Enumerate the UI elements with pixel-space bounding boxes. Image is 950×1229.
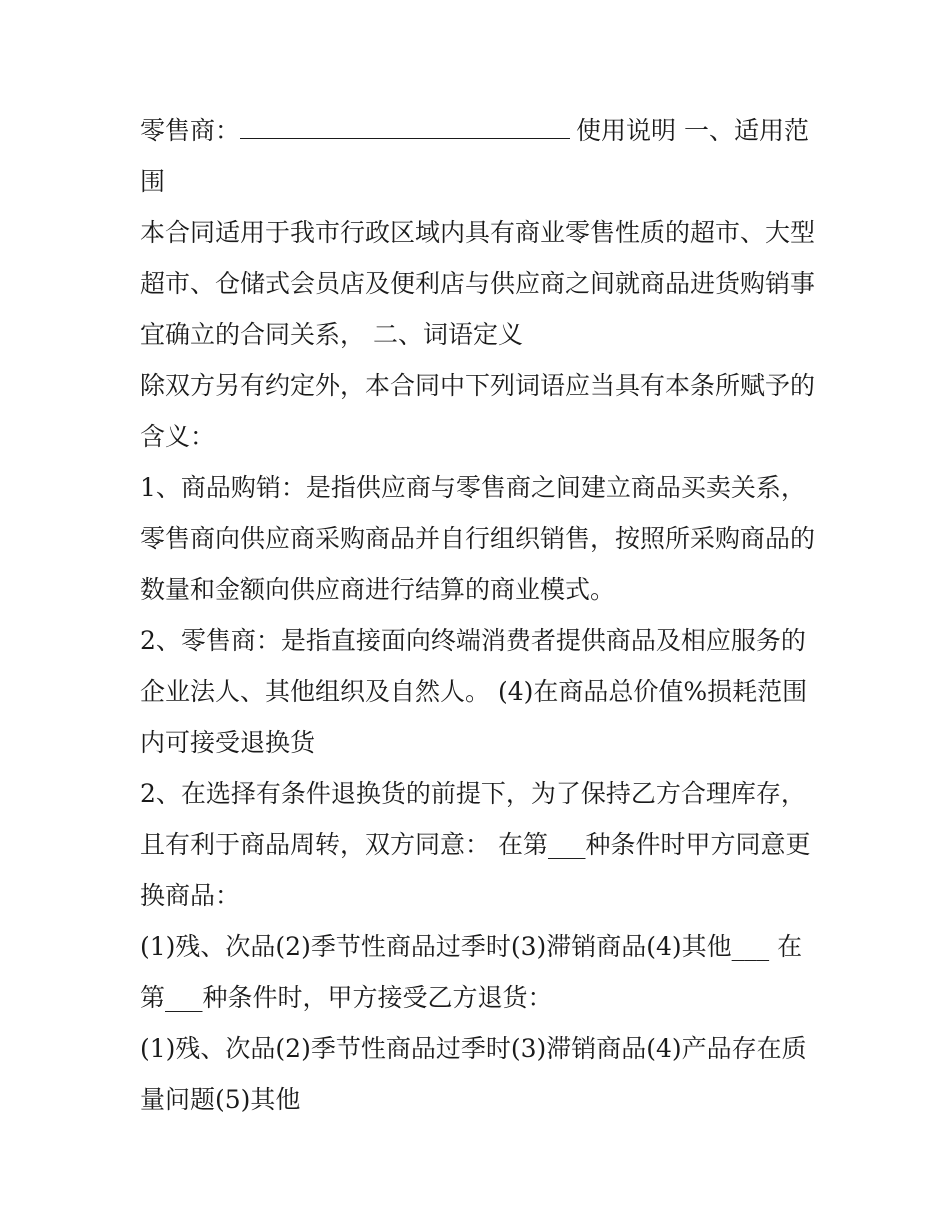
item2-paragraph: 2、零售商：是指直接面向终端消费者提供商品及相应服务的企业法人、其他组织及自然人。 (4)在商品总价值%损耗范围内可接受退换货 <box>140 626 808 757</box>
usage-intro: 使用说明 一、适用范围 <box>140 116 809 196</box>
retailer-line <box>140 105 815 207</box>
document-body <box>140 105 815 1125</box>
item5-paragraph: (1)残、次品(2)季节性商品过季时(3)滞销商品(4)产品存在质量问题(5)其他 <box>140 1034 807 1114</box>
scope-paragraph: 本合同适用于我市行政区域内具有商业零售性质的超市、大型超市、仓储式会员店及便利店与供应商之间就商品进货购销事宜确立的合同关系， 二、词语定义 <box>140 218 816 349</box>
retailer-label: 零售商： <box>140 116 241 145</box>
item1-paragraph: 1、商品购销：是指供应商与零售商之间建立商品买卖关系，零售商向供应商采购商品并自行组织销售，按照所采购商品的数量和金额向供应商进行结算的商业模式。 <box>140 473 816 604</box>
item3-paragraph: 2、在选择有条件退换货的前提下，为了保持乙方合理库存，且有利于商品周转，双方同意： 在第___种条件时甲方同意更换商品： <box>140 779 811 910</box>
item4-paragraph: (1)残、次品(2)季节性商品过季时(3)滞销商品(4)其他___ 在第___种条件时，甲方接受乙方退货： <box>140 932 803 1012</box>
definition-intro-paragraph: 除双方另有约定外，本合同中下列词语应当具有本条所赋予的含义： <box>140 371 816 451</box>
retailer-blank <box>240 116 570 139</box>
